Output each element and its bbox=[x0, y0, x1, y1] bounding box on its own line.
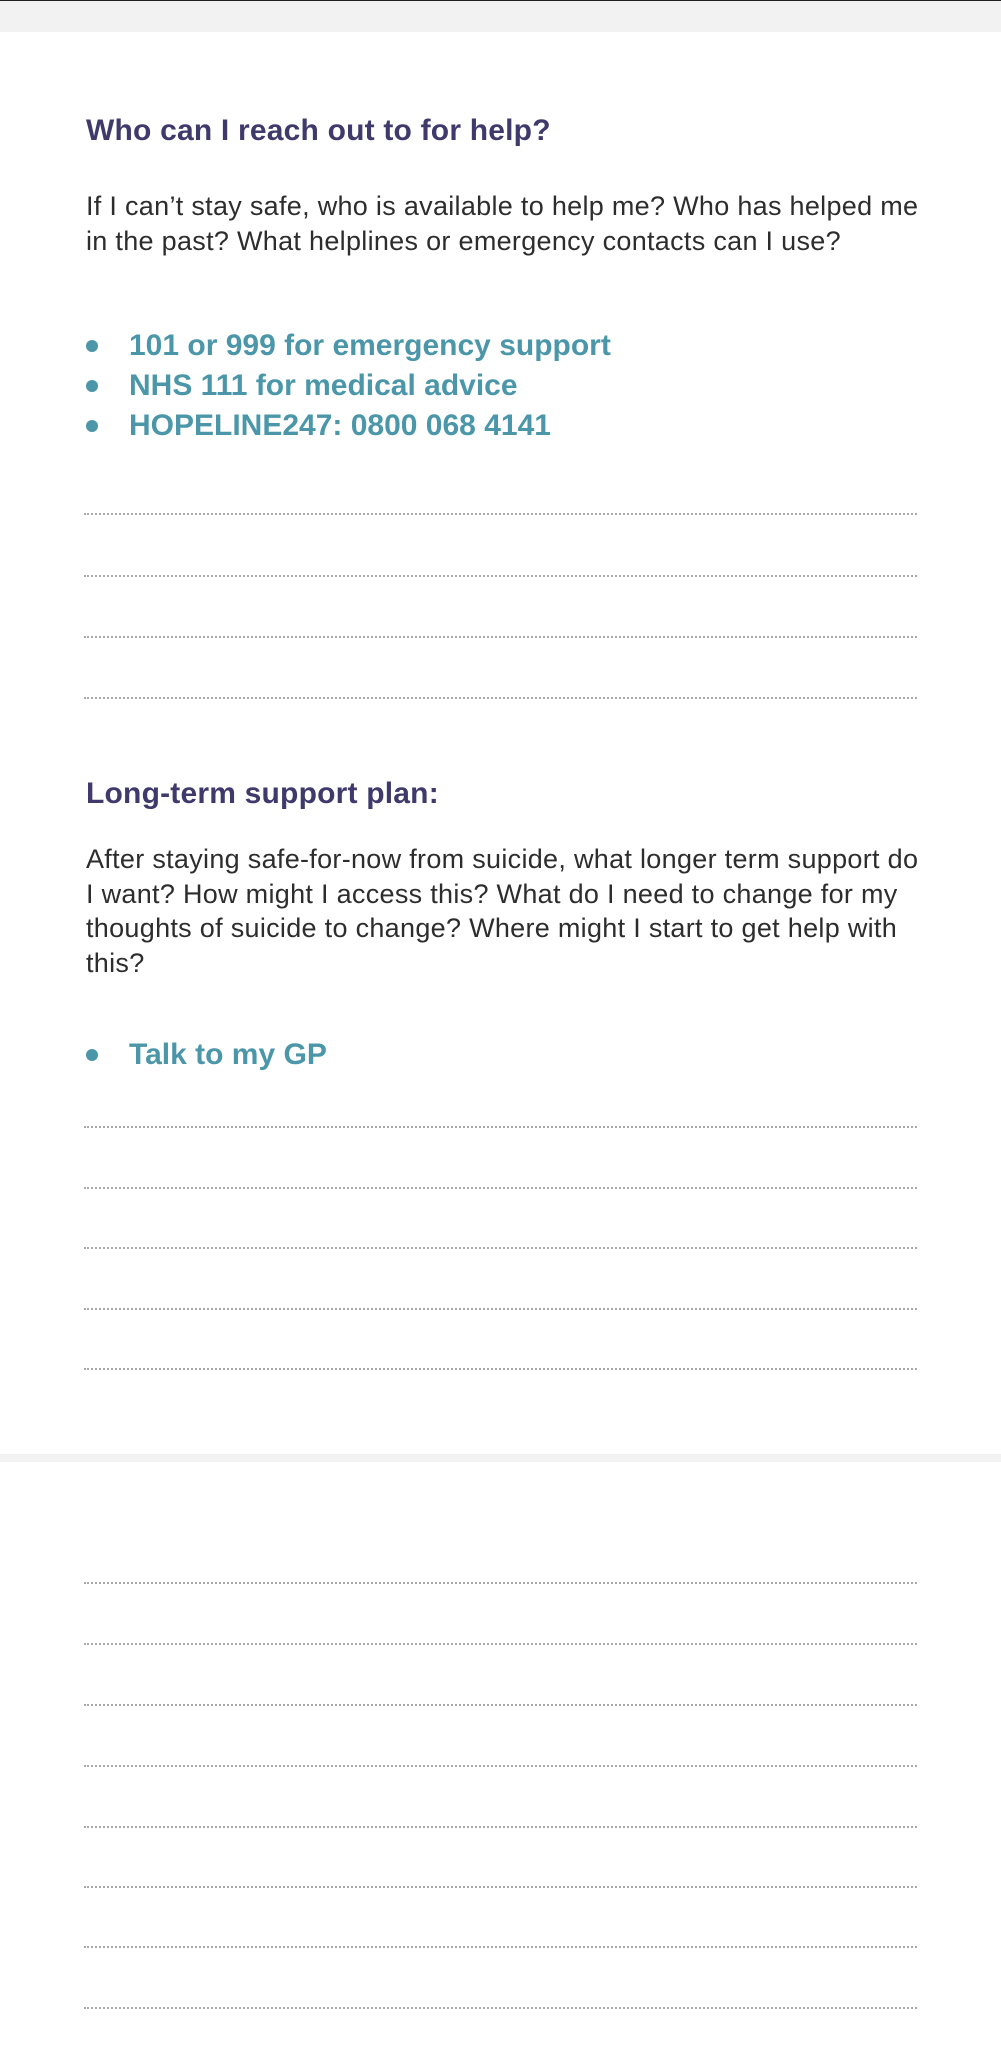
writing-line[interactable] bbox=[84, 697, 917, 699]
writing-line[interactable] bbox=[84, 1582, 917, 1584]
writing-line[interactable] bbox=[84, 1704, 917, 1706]
bullet-icon bbox=[86, 1049, 98, 1061]
list-item bbox=[86, 326, 611, 366]
support-list bbox=[86, 1035, 327, 1075]
writing-line[interactable] bbox=[84, 1368, 917, 1370]
writing-line[interactable] bbox=[84, 575, 917, 577]
writing-line[interactable] bbox=[84, 1187, 917, 1189]
bullet-icon bbox=[86, 420, 98, 432]
writing-line[interactable] bbox=[84, 1886, 917, 1888]
writing-line[interactable] bbox=[84, 1126, 917, 1128]
writing-line[interactable] bbox=[84, 1946, 917, 1948]
writing-line[interactable] bbox=[84, 1643, 917, 1645]
contact-text: NHS 111 for medical advice bbox=[129, 369, 518, 402]
list-item bbox=[86, 406, 611, 446]
writing-line[interactable] bbox=[84, 2007, 917, 2009]
list-item bbox=[86, 1035, 327, 1075]
contacts-list bbox=[86, 326, 611, 446]
long-term-prompt: After staying safe-for-now from suicide, what longer term support do I want? How might I access this? What do I need to change for my thoughts of suicide to change? Where might I start to get help with this? bbox=[86, 844, 919, 978]
writing-line[interactable] bbox=[84, 1765, 917, 1767]
bullet-icon bbox=[86, 380, 98, 392]
contact-text: HOPELINE247: 0800 068 4141 bbox=[129, 409, 551, 442]
writing-line[interactable] bbox=[84, 1826, 917, 1828]
long-term-heading: Long-term support plan: bbox=[86, 777, 439, 810]
help-prompt: If I can’t stay safe, who is available to help me? Who has helped me in the past? What helplines or emergency contacts can I use? bbox=[86, 191, 919, 256]
writing-line[interactable] bbox=[84, 636, 917, 638]
top-divider bbox=[0, 0, 1001, 1]
writing-line[interactable] bbox=[84, 513, 917, 515]
list-item bbox=[86, 366, 611, 406]
help-heading: Who can I reach out to for help? bbox=[86, 114, 551, 147]
bullet-icon bbox=[86, 340, 98, 352]
document-page bbox=[0, 1462, 1001, 2048]
writing-line[interactable] bbox=[84, 1247, 917, 1249]
contact-text: 101 or 999 for emergency support bbox=[129, 329, 611, 362]
document-page bbox=[0, 32, 1001, 1454]
support-text: Talk to my GP bbox=[129, 1038, 327, 1071]
writing-line[interactable] bbox=[84, 1308, 917, 1310]
